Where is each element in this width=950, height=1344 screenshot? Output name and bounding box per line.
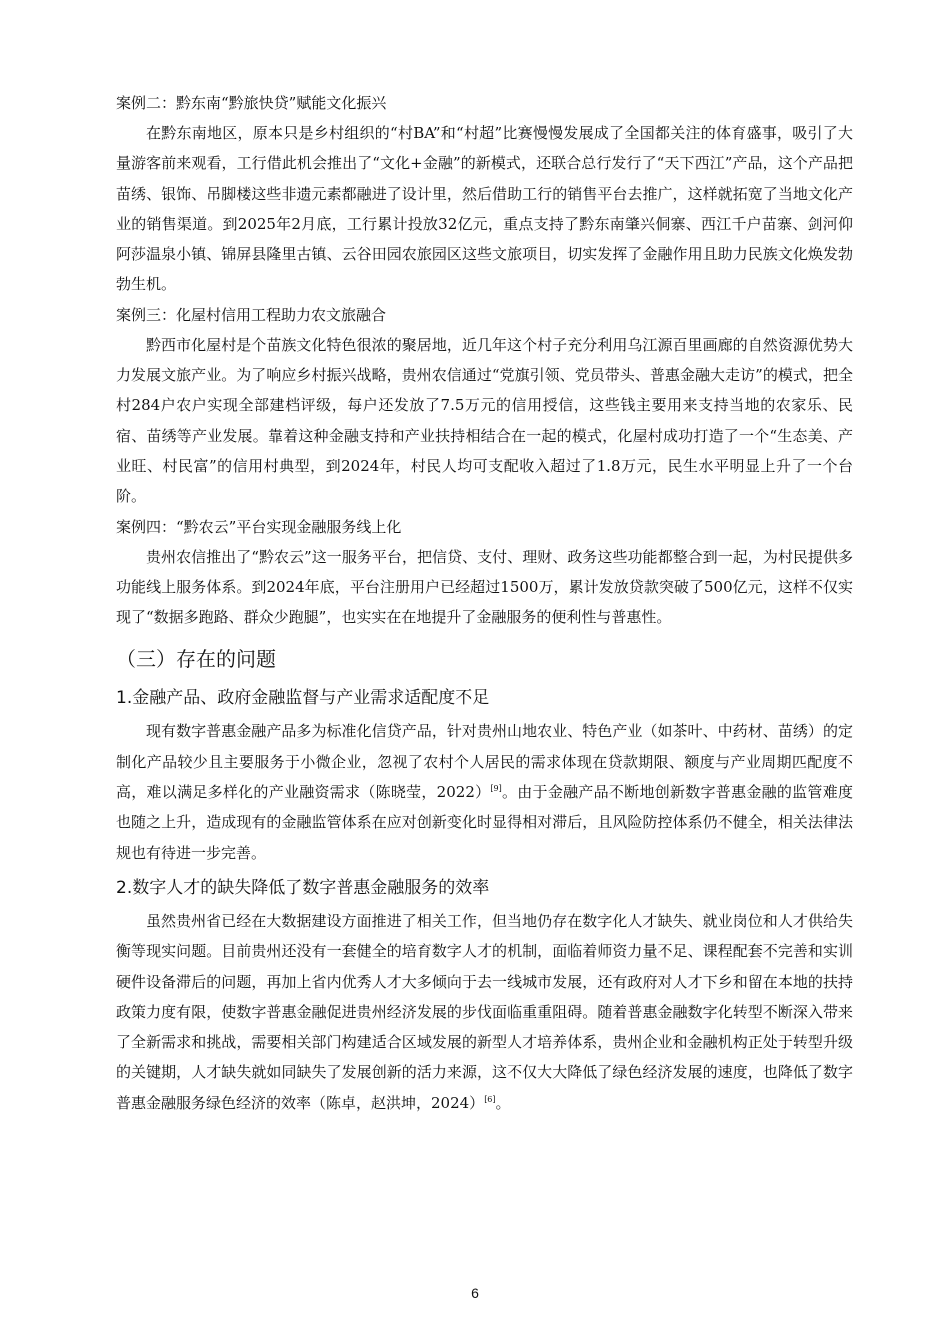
- issue2-paragraph: [116, 906, 853, 1118]
- issue1-text-b: 。由于金融产品不断地创新数字普惠金融的监管难度也随之上升，造成现有的金融监管体系在应对创新变化时显得相对滞后，且风险防控体系仍不健全，相关法律法规也有待进一步完善。: [116, 783, 853, 862]
- case4-paragraph: 贵州农信推出了“黔农云”这一服务平台，把信贷、支付、理财、政务这些功能都整合到一起，为村民提供多功能线上服务体系。到2024年底，平台注册用户已经超过1500万，累计发放贷款突破了500亿元，这样不仅实现了“数据多跑路、群众少跑腿”，也实实在在地提升了金融服务的便利性与普惠性。: [116, 547, 853, 627]
- issue1-paragraph: [116, 716, 853, 867]
- page-content: [116, 88, 853, 1118]
- issue2-heading: 2.数字人才的缺失降低了数字普惠金融服务的效率: [116, 877, 490, 898]
- issue1-text-a: 现有数字普惠金融产品多为标准化信贷产品，针对贵州山地农业、特色产业（如茶叶、中药材、苗绣）的定制化产品较少且主要服务于小微企业，忽视了农村个人居民的需求体现在贷款期限、额度与产业周期匹配度不高，难以满足多样化的产业融资需求（陈晓莹，2022）: [116, 722, 853, 802]
- section-heading: （三）存在的问题: [116, 647, 276, 672]
- issue1-heading: 1.金融产品、政府金融监督与产业需求适配度不足: [116, 688, 490, 709]
- citation-ref: [6]: [484, 1094, 496, 1104]
- citation-ref: [9]: [490, 784, 502, 794]
- case2-paragraph: 在黔东南地区，原本只是乡村组织的“村BA”和“村超”比赛慢慢发展成了全国都关注的体育盛事，吸引了大量游客前来观看，工行借此机会推出了“文化+金融”的新模式，还联合总行发行了“天下西江”产品，这个产品把苗绣、银饰、吊脚楼这些非遗元素都融进了设计里，然后借助工行的销售平台去推广，这样就拓宽了当地文化产业的销售渠道。到2025年2月底，工行累计投放32亿元，重点支持了黔东南肇兴侗寨、西江千户苗寨、剑河仰阿莎温泉小镇、锦屏县隆里古镇、云谷田园农旅园区这些文旅项目，切实发挥了金融作用且助力民族文化焕发勃勃生机。: [116, 124, 853, 294]
- case2-title: 案例二：黔东南“黔旅快贷”赋能文化振兴: [116, 94, 387, 112]
- page-number: 6: [471, 1285, 479, 1301]
- case3-title: 案例三：化屋村信用工程助力农文旅融合: [116, 305, 387, 324]
- issue2-text-b: 。: [495, 1093, 511, 1112]
- issue2-text-a: 虽然贵州省已经在大数据建设方面推进了相关工作，但当地仍存在数字化人才缺失、就业岗位和人才供给失衡等现实问题。目前贵州还没有一套健全的培育数字人才的机制，面临着师资力量不足、课程配套不完善和实训硬件设备滞后的问题，再加上省内优秀人才大多倾向于去一线城市发展，还有政府对人才下乡和留在本地的扶持政策力度有限，使数字普惠金融促进贵州经济发展的步伐面临重重阻碍。随着普惠金融数字化转型不断深入带来了全新需求和挑战，需要相关部门构建适合区域发展的新型人才培养体系，贵州企业和金融机构正处于转型升级的关键期，人才缺失就如同缺失了发展创新的活力来源，这不仅大大降低了绿色经济发展的速度，也降低了数字普惠金融服务绿色经济的效率（陈卓，赵洪坤，2024）: [116, 911, 853, 1112]
- case4-title: 案例四：“黔农云”平台实现金融服务线上化: [116, 517, 402, 536]
- case3-paragraph: 黔西市化屋村是个苗族文化特色很浓的聚居地，近几年这个村子充分利用乌江源百里画廊的自然资源优势大力发展文旅产业。为了响应乡村振兴战略，贵州农信通过“党旗引领、党员带头、普惠金融大走访”的模式，把全村284户农户实现全部建档评级，每户还发放了7.5万元的信用授信，这些钱主要用来支持当地的农家乐、民宿、苗绣等产业发展。靠着这种金融支持和产业扶持相结合在一起的模式，化屋村成功打造了一个“生态美、产业旺、村民富”的信用村典型，到2024年，村民人均可支配收入超过了1.8万元，民生水平明显上升了一个台阶。: [116, 335, 853, 506]
